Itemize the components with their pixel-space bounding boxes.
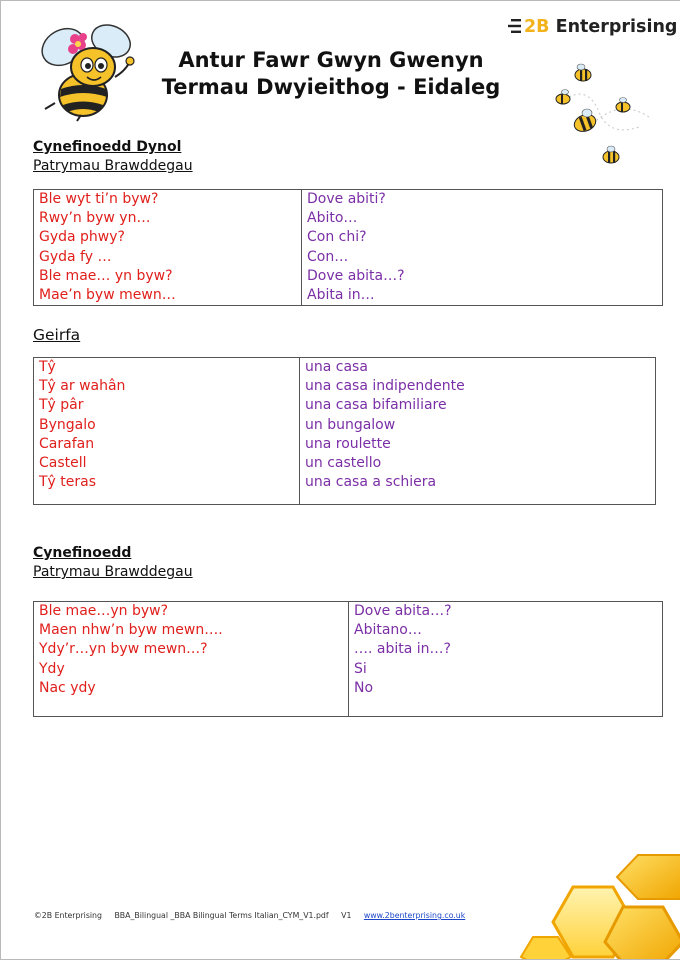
italian-term: Si [354, 660, 367, 677]
section2-table [33, 357, 656, 505]
logo-lines-icon [508, 18, 522, 34]
welsh-term: Ydy [39, 660, 65, 677]
section3-italian-column [349, 602, 663, 717]
italian-term: Dove abita…? [354, 603, 452, 619]
italian-term: Abitano… [354, 622, 422, 639]
welsh-term: Mae’n byw mewn… [39, 287, 176, 304]
italian-term: una casa a schiera [305, 474, 437, 491]
welsh-term: Tŷ [39, 359, 56, 375]
italian-term: una casa bifamiliare [305, 397, 447, 414]
document-title [141, 47, 521, 101]
italian-term: Abita in… [307, 287, 375, 304]
section1-welsh-column [34, 190, 302, 306]
footer-copyright: ©2B Enterprising [34, 911, 102, 920]
welsh-term: Rwy’n byw yn… [39, 210, 151, 227]
bee-mascot-icon [33, 17, 145, 123]
italian-term: Con… [307, 248, 349, 265]
footer-url-link[interactable]: www.2benterprising.co.uk [363, 911, 466, 920]
welsh-term: Nac ydy [39, 679, 96, 696]
welsh-term: Castell [39, 455, 87, 472]
italian-term: un bungalow [305, 416, 396, 433]
welsh-term: Gyda phwy? [39, 229, 125, 246]
title-line-1: Antur Fawr Gwyn Gwenyn [178, 48, 484, 72]
footer-filename: BBA_Bilingual _BBA Bilingual Terms Italian_CYM_V1.pdf [114, 911, 329, 920]
section1-heading: Cynefinoedd Dynol [33, 139, 182, 155]
welsh-term: Gyda fy … [39, 248, 112, 265]
section2-italian-column [300, 358, 656, 505]
section3-subheading: Patrymau Brawddegau [33, 564, 193, 580]
italian-term: Dove abita…? [307, 267, 405, 284]
section2-welsh-column [34, 358, 300, 505]
section1-subheading: Patrymau Brawddegau [33, 158, 193, 174]
welsh-term: Tŷ ar wahân [39, 378, 126, 395]
italian-term: Dove abiti? [307, 191, 386, 207]
footer-version: V1 [341, 911, 352, 920]
italian-term: una casa [305, 359, 368, 375]
welsh-term: Ble wyt ti’n byw? [39, 191, 159, 207]
italian-term: una casa indipendente [305, 378, 465, 395]
italian-term: …. abita in…? [354, 641, 451, 658]
small-bees-icon [549, 57, 667, 177]
section3-heading: Cynefinoedd [33, 545, 132, 561]
section1-italian-column [302, 190, 663, 306]
section3-table [33, 601, 663, 717]
welsh-term: Carafan [39, 435, 95, 452]
welsh-term: Ble mae…yn byw? [39, 603, 169, 619]
section2-heading: Geirfa [33, 326, 81, 344]
section1-table [33, 189, 663, 306]
italian-term: No [354, 679, 374, 696]
italian-term: Abito… [307, 210, 358, 227]
welsh-term: Tŷ teras [39, 474, 97, 491]
welsh-term: Ble mae… yn byw? [39, 267, 173, 284]
italian-term: una roulette [305, 435, 391, 452]
logo-2b: 2B [524, 17, 550, 37]
footer [34, 911, 475, 920]
logo-text: Enterprising [555, 17, 678, 37]
welsh-term: Byngalo [39, 416, 96, 433]
brand-logo [508, 17, 677, 37]
title-line-2: Termau Dwyieithog - Eidaleg [161, 75, 501, 99]
italian-term: un castello [305, 455, 382, 472]
italian-term: Con chi? [307, 229, 367, 246]
honeycomb-icon [513, 847, 680, 960]
section3-welsh-column [34, 602, 349, 717]
welsh-term: Maen nhw’n byw mewn…. [39, 622, 223, 639]
welsh-term: Tŷ pâr [39, 397, 84, 414]
welsh-term: Ydy’r…yn byw mewn…? [39, 641, 208, 658]
